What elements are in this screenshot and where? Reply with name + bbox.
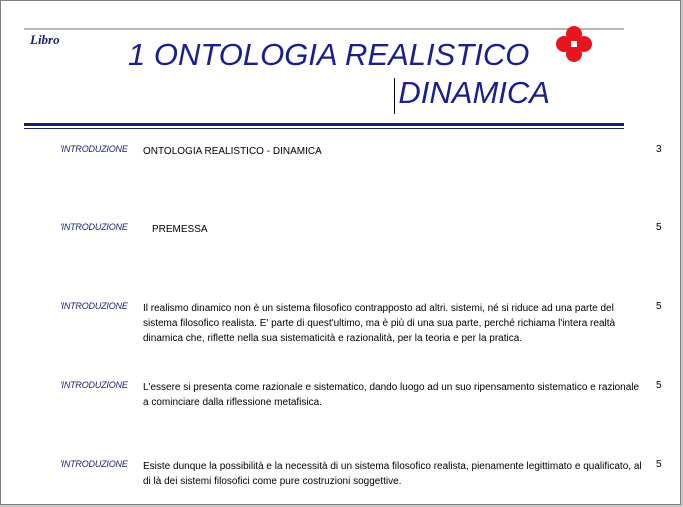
text-cursor <box>394 78 395 114</box>
entry-category: 'INTRODUZIONE <box>60 222 128 232</box>
entry-category: 'INTRODUZIONE <box>60 144 128 154</box>
title-line-1: 1 ONTOLOGIA REALISTICO <box>128 37 530 72</box>
header-rule-thin <box>24 128 624 129</box>
entry-text: Esiste dunque la possibilità e la necessità di un sistema filosofico realista, pienamente legittimato e qualificato, al di là dei sistemi filosofici come pure costruzioni soggettive. <box>143 461 642 487</box>
entry-page-number: 5 <box>656 222 662 233</box>
book-label: Libro <box>30 32 60 47</box>
entry-text: PREMESSA <box>152 224 208 235</box>
entry-text: Il realismo dinamico non è un sistema filosofico contrapposto ad altri. sistemi, né si riduce ad una parte del sistema filosofico realista. E' parte di quest'ultimo, ma è più di una sua parte, perché richiama l'intera realtà dinamica che, riflette nella sua sistematicità e razionalità, per la teoria e per la pratica. <box>143 303 616 344</box>
entry-category: 'INTRODUZIONE <box>60 459 128 469</box>
header-top-rule <box>24 28 624 30</box>
entry-category: 'INTRODUZIONE <box>60 301 128 311</box>
entry-page-number: 5 <box>656 301 662 312</box>
entry-text: ONTOLOGIA REALISTICO - DINAMICA <box>143 146 322 157</box>
header-rule-thick <box>24 123 624 126</box>
entry-text: L'essere si presenta come razionale e sistematico, dando luogo ad un suo ripensamento sistematico e razionale a cominciare dalla riflessione metafisica. <box>143 382 640 408</box>
report-title[interactable] <box>110 36 550 112</box>
entry-page-number: 5 <box>656 459 662 470</box>
entry-page-number: 3 <box>656 144 662 155</box>
entry-page-number: 5 <box>656 380 662 391</box>
title-line-2: DINAMICA <box>398 75 550 110</box>
entry-category: 'INTRODUZIONE <box>60 380 128 390</box>
red-cross-emblem-icon <box>554 24 594 64</box>
